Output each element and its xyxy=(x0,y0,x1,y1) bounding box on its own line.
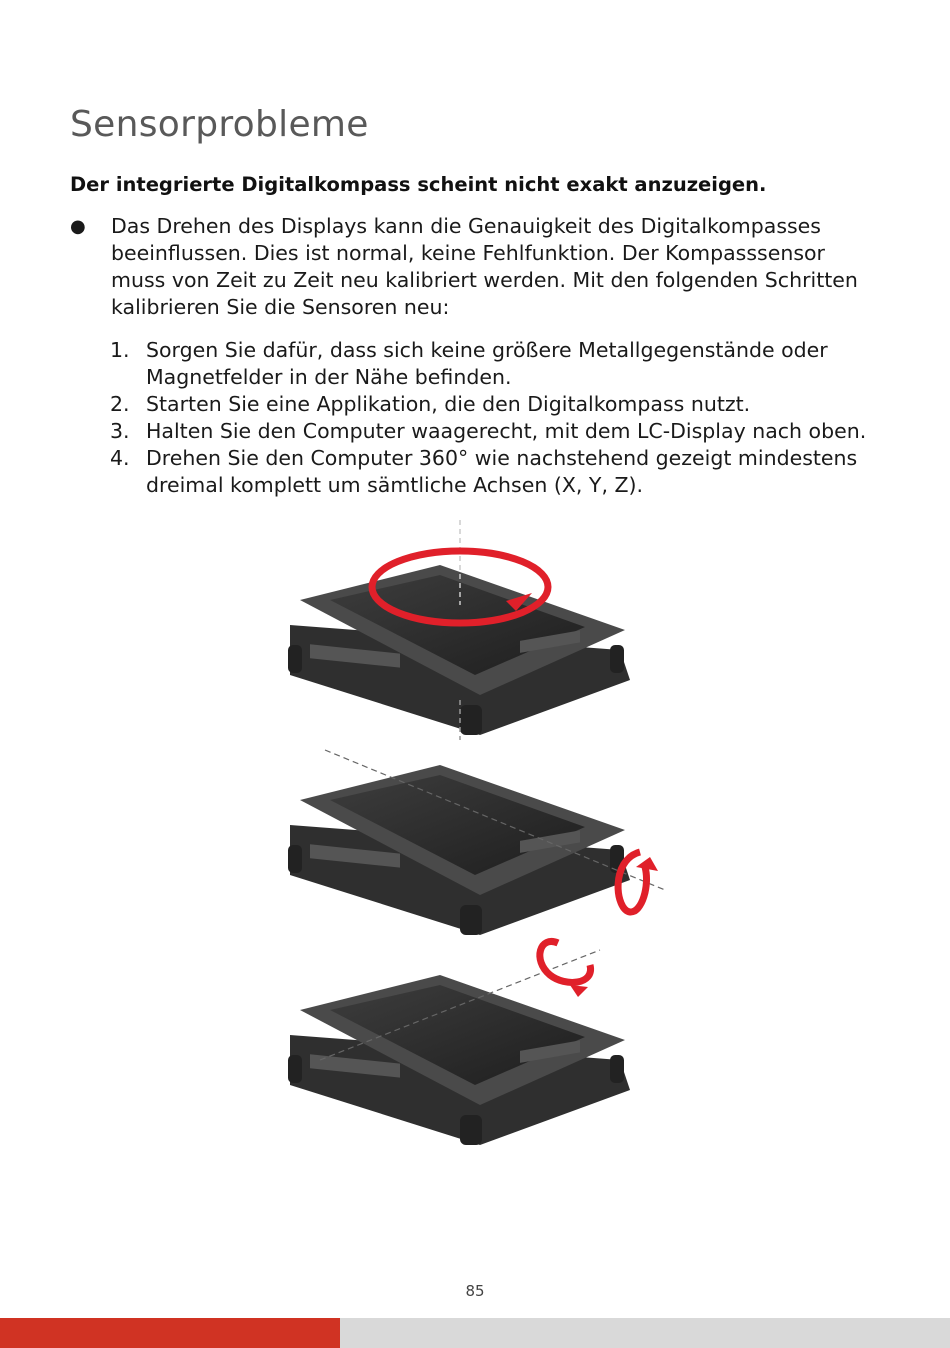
step-item xyxy=(110,391,910,418)
step-text: Sorgen Sie dafür, dass sich keine größere Metallgegenstände oder Magnetfelder in der Nähe befinden. xyxy=(146,338,828,389)
step-number: 4. xyxy=(110,446,130,470)
step-item xyxy=(110,418,910,445)
step-text: Halten Sie den Computer waagerecht, mit dem LC-Display nach oben. xyxy=(146,419,867,443)
footer-bar-gray xyxy=(340,1318,950,1348)
tablet-x-rotation xyxy=(288,750,665,935)
step-number: 3. xyxy=(110,419,130,443)
bullet-icon: ● xyxy=(70,216,86,237)
bullet-paragraph xyxy=(70,213,860,321)
tablet-z-rotation xyxy=(288,520,630,740)
step-item xyxy=(110,337,910,391)
step-text: Drehen Sie den Computer 360° wie nachstehend gezeigt mindestens dreimal komplett um sämtliche Achsen (X, Y, Z). xyxy=(146,446,858,497)
footer-bar-red xyxy=(0,1318,340,1348)
calibration-illustration xyxy=(270,515,690,1155)
section-subheading: Der integrierte Digitalkompass scheint nicht exakt anzuzeigen. xyxy=(70,173,767,196)
calibration-figure xyxy=(270,515,690,1155)
calibration-steps xyxy=(110,337,910,499)
bullet-text: Das Drehen des Displays kann die Genauigkeit des Digitalkompasses beeinflussen. Dies ist normal, keine Fehlfunktion. Der Kompasssensor muss von Zeit zu Zeit neu kalibriert werden. Mit den folgenden Schritten kalibrieren Sie die Sensoren neu: xyxy=(111,214,858,319)
step-text: Starten Sie eine Applikation, die den Digitalkompass nutzt. xyxy=(146,392,751,416)
step-number: 2. xyxy=(110,392,130,416)
step-number: 1. xyxy=(110,338,130,362)
page-number: 85 xyxy=(465,1282,485,1300)
tablet-y-rotation xyxy=(288,941,630,1145)
page-title: Sensorprobleme xyxy=(70,104,369,145)
step-item xyxy=(110,445,910,499)
